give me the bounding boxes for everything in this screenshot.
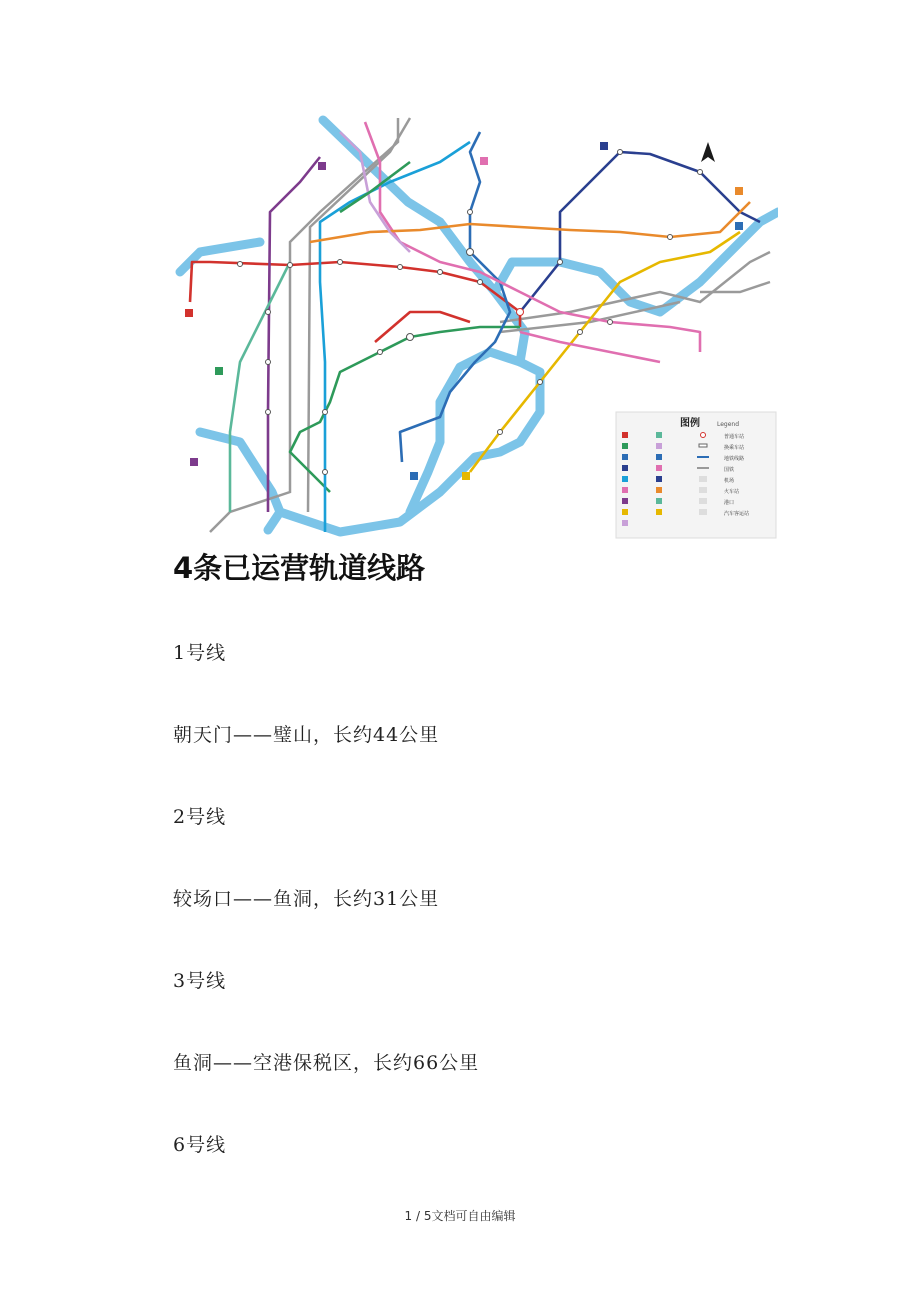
page-footer: 1 / 5文档可自由编辑 xyxy=(404,1209,516,1223)
legend-item: 港口 xyxy=(724,500,735,506)
legend-title: 图例 xyxy=(680,418,700,429)
legend-item: 火车站 xyxy=(724,489,740,495)
line-2-route: 较场口——鱼洞，长约31公里 xyxy=(173,888,440,910)
line-1-title: 1号线 xyxy=(173,642,227,664)
map-legend xyxy=(616,412,776,538)
legend-item: 普通车站 xyxy=(724,434,745,440)
metro-map-figure xyxy=(140,112,778,542)
legend-item: 地铁线路 xyxy=(724,456,745,462)
compass-icon xyxy=(701,142,715,162)
legend-item: 汽车客运站 xyxy=(724,511,750,517)
line-6-title: 6号线 xyxy=(173,1134,227,1156)
legend-item: 国铁 xyxy=(724,467,735,473)
legend-subtitle: Legend xyxy=(717,421,740,428)
line-3-title: 3号线 xyxy=(173,970,227,992)
legend-item: 机场 xyxy=(724,478,735,484)
legend-item: 换乘车站 xyxy=(724,445,745,451)
line-3-route: 鱼洞——空港保税区，长约66公里 xyxy=(173,1052,480,1074)
line-2-title: 2号线 xyxy=(173,806,227,828)
line-1-route: 朝天门——璧山，长约44公里 xyxy=(173,724,440,746)
metro-map-icon xyxy=(140,112,778,542)
section-heading: 4条已运营轨道线路 xyxy=(173,551,426,585)
